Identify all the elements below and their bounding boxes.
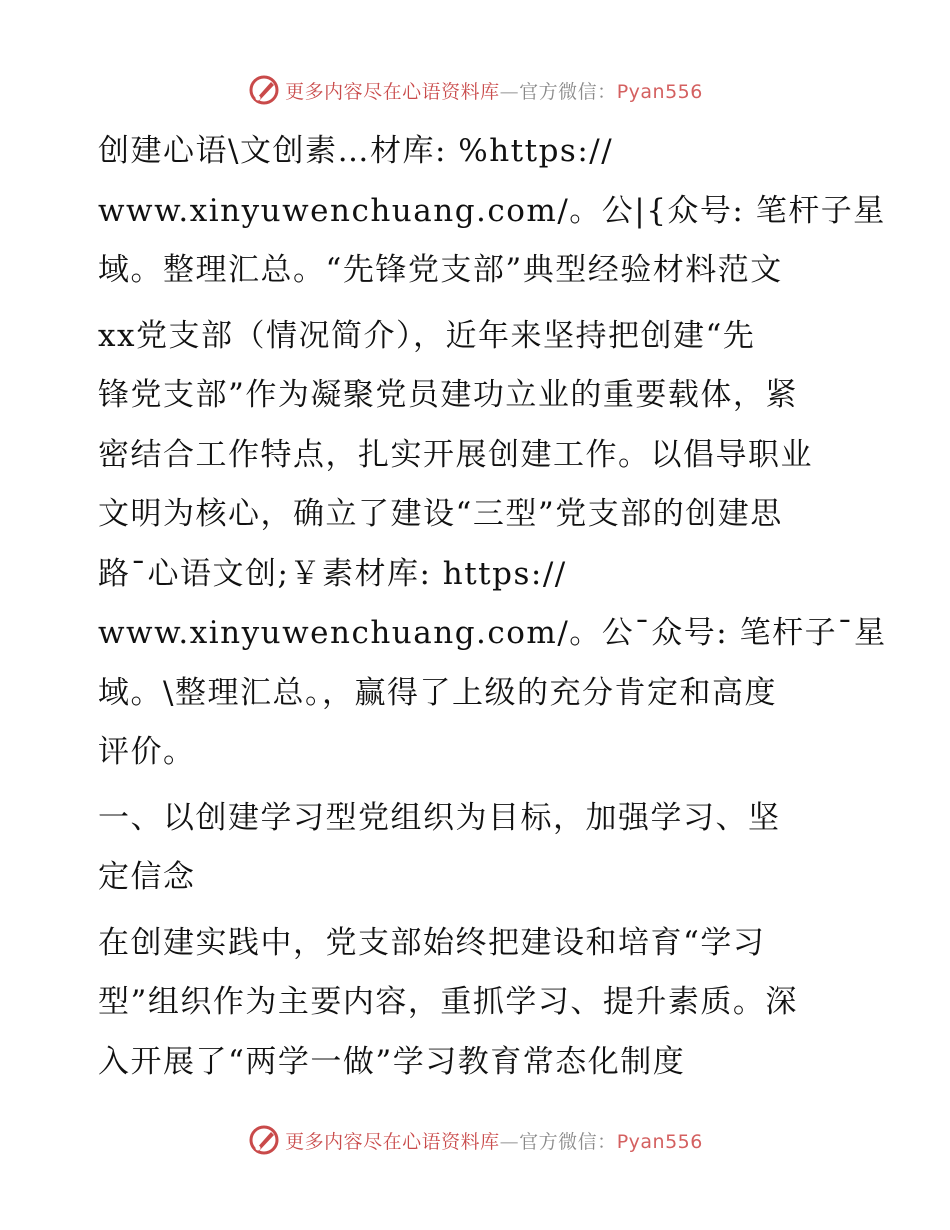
text-line: 在创建实践中，党支部始终把建设和培育“学习 [98,924,766,961]
watermark-main: 更多内容尽在心语资料库 [285,1130,500,1153]
pen-logo-icon [247,73,281,107]
watermark-text [285,1127,703,1154]
text-line: 路¯心语文创;￥素材库: https:// [98,555,567,592]
watermark-banner-bottom [0,1120,950,1160]
watermark-official: 官方微信： [519,80,617,103]
watermark-official: 官方微信： [519,1130,617,1153]
text-line: 入开展了“两学一做”学习教育常态化制度 [98,1043,686,1080]
watermark-banner-top [0,70,950,110]
text-line: www.xinyuwenchuang.com/。公¯众号: 笔杆子¯星 [98,615,887,651]
paragraph-2 [98,307,887,783]
watermark-separator: — [499,1130,520,1153]
watermark-separator: — [499,80,520,103]
text-line: www.xinyuwenchuang.com/。公|{众号: 笔杆子星 [98,192,886,229]
text-line: 评价。 [98,734,196,770]
paragraph-1 [98,122,886,301]
paragraph-3-heading [98,789,858,908]
watermark-text [285,77,703,104]
text-line: 文明为核心，确立了建设“三型”党支部的创建思 [98,496,783,532]
text-line: 锋党支部”作为凝聚党员建功立业的重要载体，紧 [98,377,798,413]
watermark-handle: Pyan556 [616,1130,703,1153]
text-line: xx党支部（情况简介），近年来坚持把创建“先 [98,317,756,354]
text-line: 密结合工作特点，扎实开展创建工作。以倡导职业 [98,436,813,473]
text-line: 域。整理汇总。“先锋党支部”典型经验材料范文 [98,252,783,288]
text-line: 型”组织作为主要内容，重抓学习、提升素质。深 [98,984,798,1020]
watermark-main: 更多内容尽在心语资料库 [285,80,500,103]
paragraph-4 [98,914,858,1093]
watermark-handle: Pyan556 [616,80,703,103]
text-line: 域。\整理汇总。，赢得了上级的充分肯定和高度 [98,674,777,711]
text-line: 定信念 [98,859,196,895]
document-body [98,122,887,1098]
text-line: 创建心语\文创素…材库: %https:// [98,133,614,169]
pen-logo-icon [247,1123,281,1157]
text-line: 一、以创建学习型党组织为目标，加强学习、坚 [98,799,781,836]
